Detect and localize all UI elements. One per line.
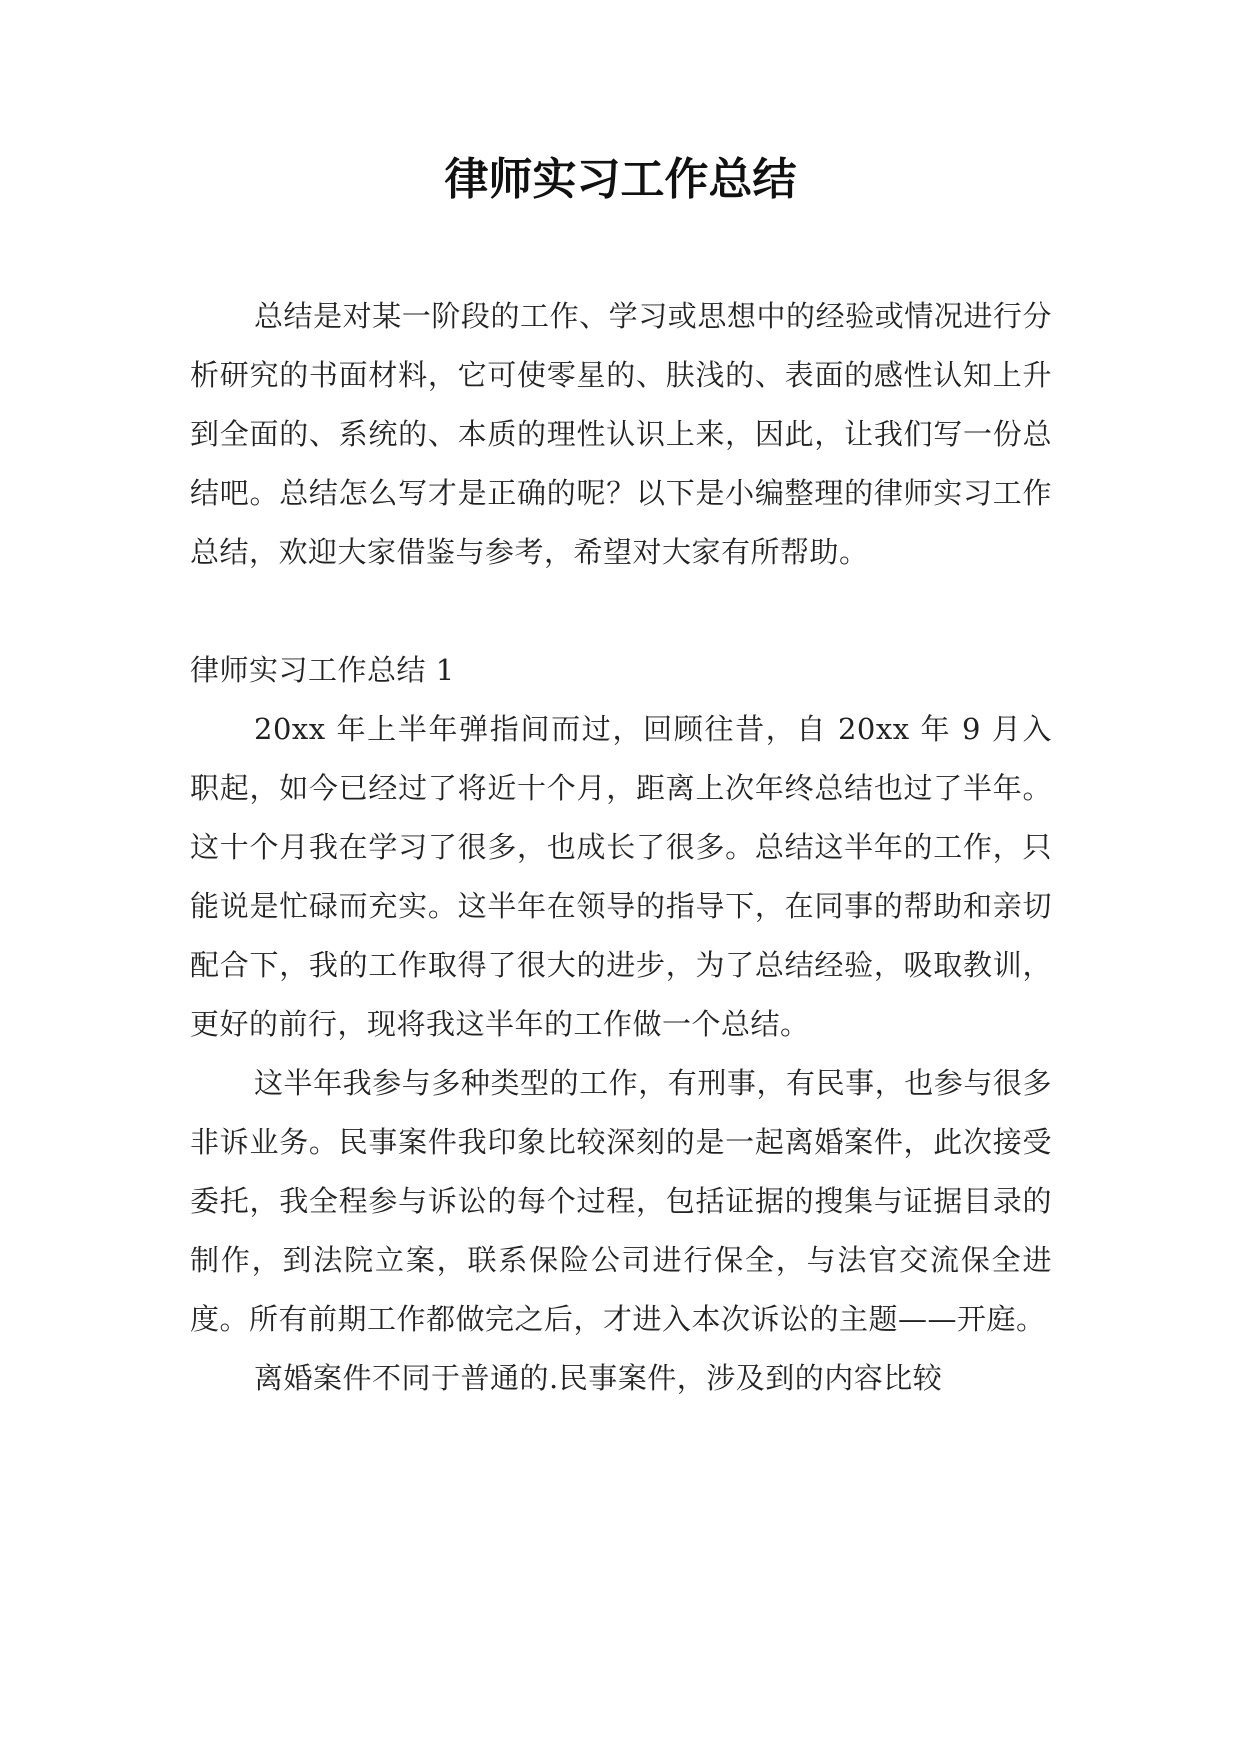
section-title: 律师实习工作总结 1: [190, 653, 455, 687]
body-paragraph-1: 20xx 年上半年弹指间而过，回顾往昔，自 20xx 年 9 月入职起，如今已经过了将近十个月，距离上次年终总结也过了半年。这十个月我在学习了很多，也成长了很多。总结这半年的工作，只能说是忙碌而充实。这半年在领导的指导下，在同事的帮助和亲切配合下，我的工作取得了很大的进步，为了总结经验，吸取教训，更好的前行，现将我这半年的工作做一个总结。: [190, 712, 1052, 1041]
body-paragraph-3: 离婚案件不同于普通的.民事案件，涉及到的内容比较: [254, 1361, 943, 1395]
page-title: 律师实习工作总结: [444, 154, 797, 205]
intro-paragraph: 总结是对某一阶段的工作、学习或思想中的经验或情况进行分析研究的书面材料，它可使零星的、肤浅的、表面的感性认知上升到全面的、系统的、本质的理性认识上来，因此，让我们写一份总结吧。总结怎么写才是正确的呢？以下是小编整理的律师实习工作总结，欢迎大家借鉴与参考，希望对大家有所帮助。: [190, 299, 1052, 569]
body-paragraph-2: 这半年我参与多种类型的工作，有刑事，有民事，也参与很多非诉业务。民事案件我印象比较深刻的是一起离婚案件，此次接受委托，我全程参与诉讼的每个过程，包括证据的搜集与证据目录的制作，到法院立案，联系保险公司进行保全，与法官交流保全进度。所有前期工作都做完之后，才进入本次诉讼的主题——开庭。: [190, 1066, 1052, 1336]
section-spacer: [190, 582, 1052, 641]
document-body: [190, 287, 1052, 1408]
